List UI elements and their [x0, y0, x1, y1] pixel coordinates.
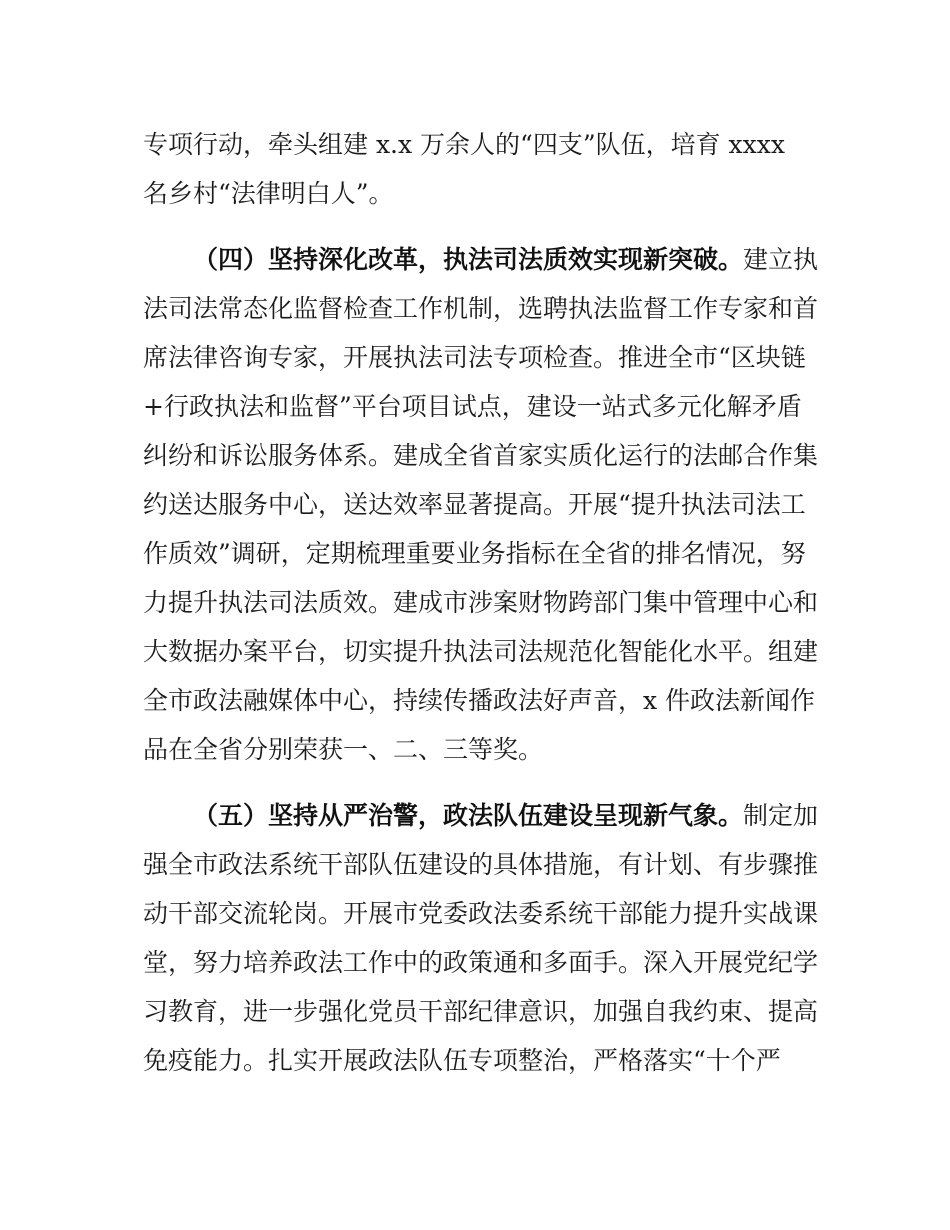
section-four-line: 作质效”调研，定期梳理重要业务指标在全省的排名情况，努	[143, 539, 806, 568]
section-four-line: +行政执法和监督”平台项目试点，建设一站式多元化解矛盾	[143, 392, 802, 421]
section-four-line: 全市政法融媒体中心，持续传播政法好声音，x 件政法新闻作	[143, 686, 816, 715]
section-four-first-line	[193, 240, 818, 280]
section-four-line: 力提升执法司法质效。建成市涉案财物跨部门集中管理中心和	[143, 588, 819, 617]
intro-line-1: 专项行动，牵头组建 x.x 万余人的“四支”队伍，培育 xxxx	[143, 130, 785, 159]
section-five-heading: （五）坚持从严治警，政法队伍建设呈现新气象。	[193, 801, 744, 830]
section-five-first-line	[193, 796, 818, 836]
section-four-first-line-rest: 建立执	[743, 245, 819, 274]
section-five-line: 强全市政法系统干部队伍建设的具体措施，有计划、有步骤推	[143, 850, 819, 879]
section-four-heading: （四）坚持深化改革，执法司法质效实现新突破。	[193, 245, 744, 274]
section-five-line: 动干部交流轮岗。开展市党委政法委系统干部能力提升实战课	[143, 899, 819, 928]
intro-line-2: 名乡村“法律明白人”。	[143, 179, 394, 208]
section-five-line: 习教育，进一步强化党员干部纪律意识，加强自我约束、提高	[143, 997, 819, 1026]
section-five-first-line-rest: 制定加	[743, 801, 819, 830]
section-five-line: 堂，努力培养政法工作中的政策通和多面手。深入开展党纪学	[143, 948, 819, 977]
section-four-line: 纠纷和诉讼服务体系。建成全省首家实质化运行的法邮合作集	[143, 441, 819, 470]
section-four-line: 法司法常态化监督检查工作机制，选聘执法监督工作专家和首	[143, 294, 819, 323]
section-four-line: 品在全省分别荣获一、二、三等奖。	[143, 735, 544, 764]
section-four-line: 大数据办案平台，切实提升执法司法规范化智能化水平。组建	[143, 637, 819, 666]
section-four-line: 约送达服务中心，送达效率显著提高。开展“提升执法司法工	[143, 490, 806, 519]
section-five-line: 免疫能力。扎实开展政法队伍专项整治，严格落实“十个严	[143, 1046, 781, 1075]
section-four-line: 席法律咨询专家，开展执法司法专项检查。推进全市“区块链	[143, 343, 806, 372]
